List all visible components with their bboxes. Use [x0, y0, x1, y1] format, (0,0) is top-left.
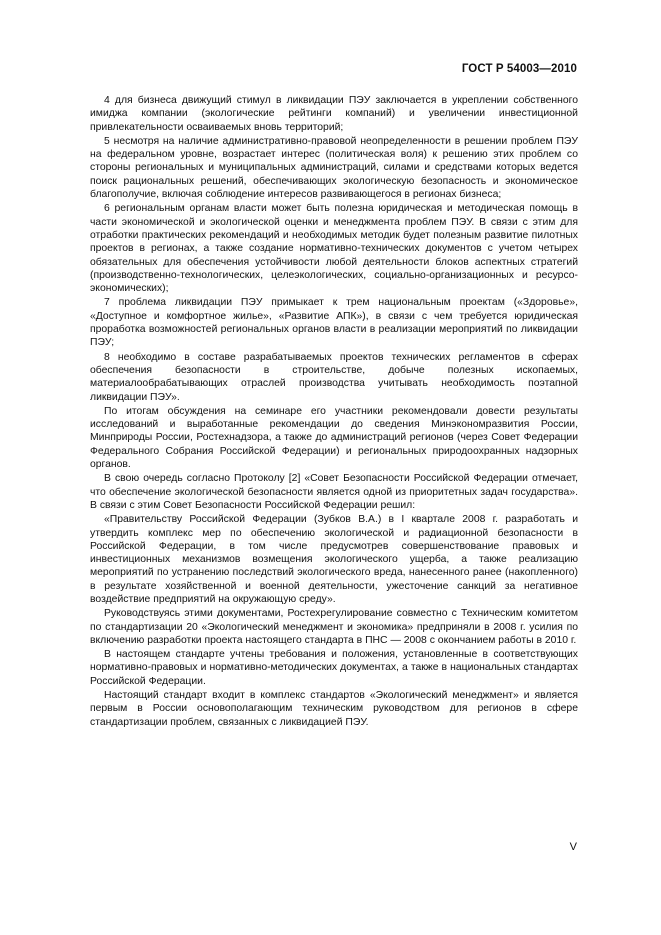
paragraph: «Правительству Российской Федерации (Зубков В.А.) в I квартале 2008 г. разработать и утвердить комплекс мер по обеспечению экологической и радиационной безопасности в Российской Федерации, в том числе предусмотрев совершенствование правовых и инвестиционных механизмов возмещения экологического ущерба, а также реализацию мероприятий по устранению последствий экологического вреда, нанесенного ранее (накопленного) в результате хозяйственной и военной деятельности, ужесточение санкций за негативное воздействие предприятий на окружающую среду».	[90, 514, 578, 605]
paragraph: Руководствуясь этими документами, Ростехрегулирование совместно с Техническим комитетом по стандартизации 20 «Экологический менеджмент и экономика» предприняли в 2008 г. усилия по включению разработки проекта настоящего стандарта в ПНС — 2008 с окончанием работы в 2010 г.	[90, 608, 578, 646]
page-number: V	[569, 841, 577, 853]
paragraph: 5 несмотря на наличие административно-правовой неопределенности в решении проблем ПЭУ на федеральном уровне, возрастает интерес (политическая воля) к решению этих проблем со стороны региональных и муниципальных администраций, силами и средствами которых ведется поиск рациональных решений, обеспечивающих экологическую безопасность и экономическое благополучие, включая соблюдение интересов развивающегося в регионах бизнеса;	[90, 135, 578, 201]
paragraph: В настоящем стандарте учтены требования и положения, установленные в соответствующих нормативно-правовых и нормативно-методических документах, а также в национальных стандартах Российской Федерации.	[90, 649, 578, 687]
standard-id: ГОСТ Р 54003—2010	[461, 63, 577, 75]
document-body	[90, 94, 578, 730]
paragraph: 8 необходимо в составе разрабатываемых проектов технических регламентов в сферах обеспечения безопасности в строительстве, добыче полезных ископаемых, материалообрабатывающих отраслей производства учитывать необходимость поэтапной ликвидации ПЭУ».	[90, 351, 578, 403]
paragraph: В свою очередь согласно Протоколу [2] «Совет Безопасности Российской Федерации отмечает, что обеспечение экологической безопасности является одной из приоритетных задач государства». В связи с этим Совет Безопасности Российской Федерации решил:	[90, 473, 578, 511]
document-header	[462, 63, 577, 75]
paragraph: По итогам обсуждения на семинаре его участники рекомендовали довести результаты исследований и выработанные рекомендации до сведения Минэкономразвития России, Минприроды России, Ростехнадзора, а также до администраций регионов (через Совет Федерации Федерального Собрания Российской Федерации) и региональных природоохранных надзорных органов.	[90, 405, 578, 471]
paragraph: Настоящий стандарт входит в комплекс стандартов «Экологический менеджмент» и является первым в России основополагающим техническим руководством для регионов в сфере стандартизации проблем, связанных с ликвидацией ПЭУ.	[90, 690, 578, 728]
paragraph: 4 для бизнеса движущий стимул в ликвидации ПЭУ заключается в укреплении собственного имиджа компании (экологические рейтинги компаний) и увеличении инвестиционной привлекательности осваиваемых вновь территорий;	[90, 95, 578, 133]
paragraph: 7 проблема ликвидации ПЭУ примыкает к трем национальным проектам («Здоровье», «Доступное и комфортное жилье», «Развитие АПК»), в связи с чем требуется юридическая проработка возможностей региональных органов власти в реализации мероприятий по ликвидации ПЭУ;	[90, 297, 578, 349]
paragraph: 6 региональным органам власти может быть полезна юридическая и методическая помощь в части экономической и экологической оценки и менеджмента проблем ПЭУ. В связи с этим для отработки практических рекомендаций и необходимых методик будет полезным развитие пилотных проектов в регионах, а также создание нормативно-технических документов с учетом четырех обязательных для обеспечения устойчивости любой деятельности блоков аспектных стратегий (производственно-технологических, целеэкологических, социально-организационных и ресурсо-экономических);	[90, 203, 578, 295]
